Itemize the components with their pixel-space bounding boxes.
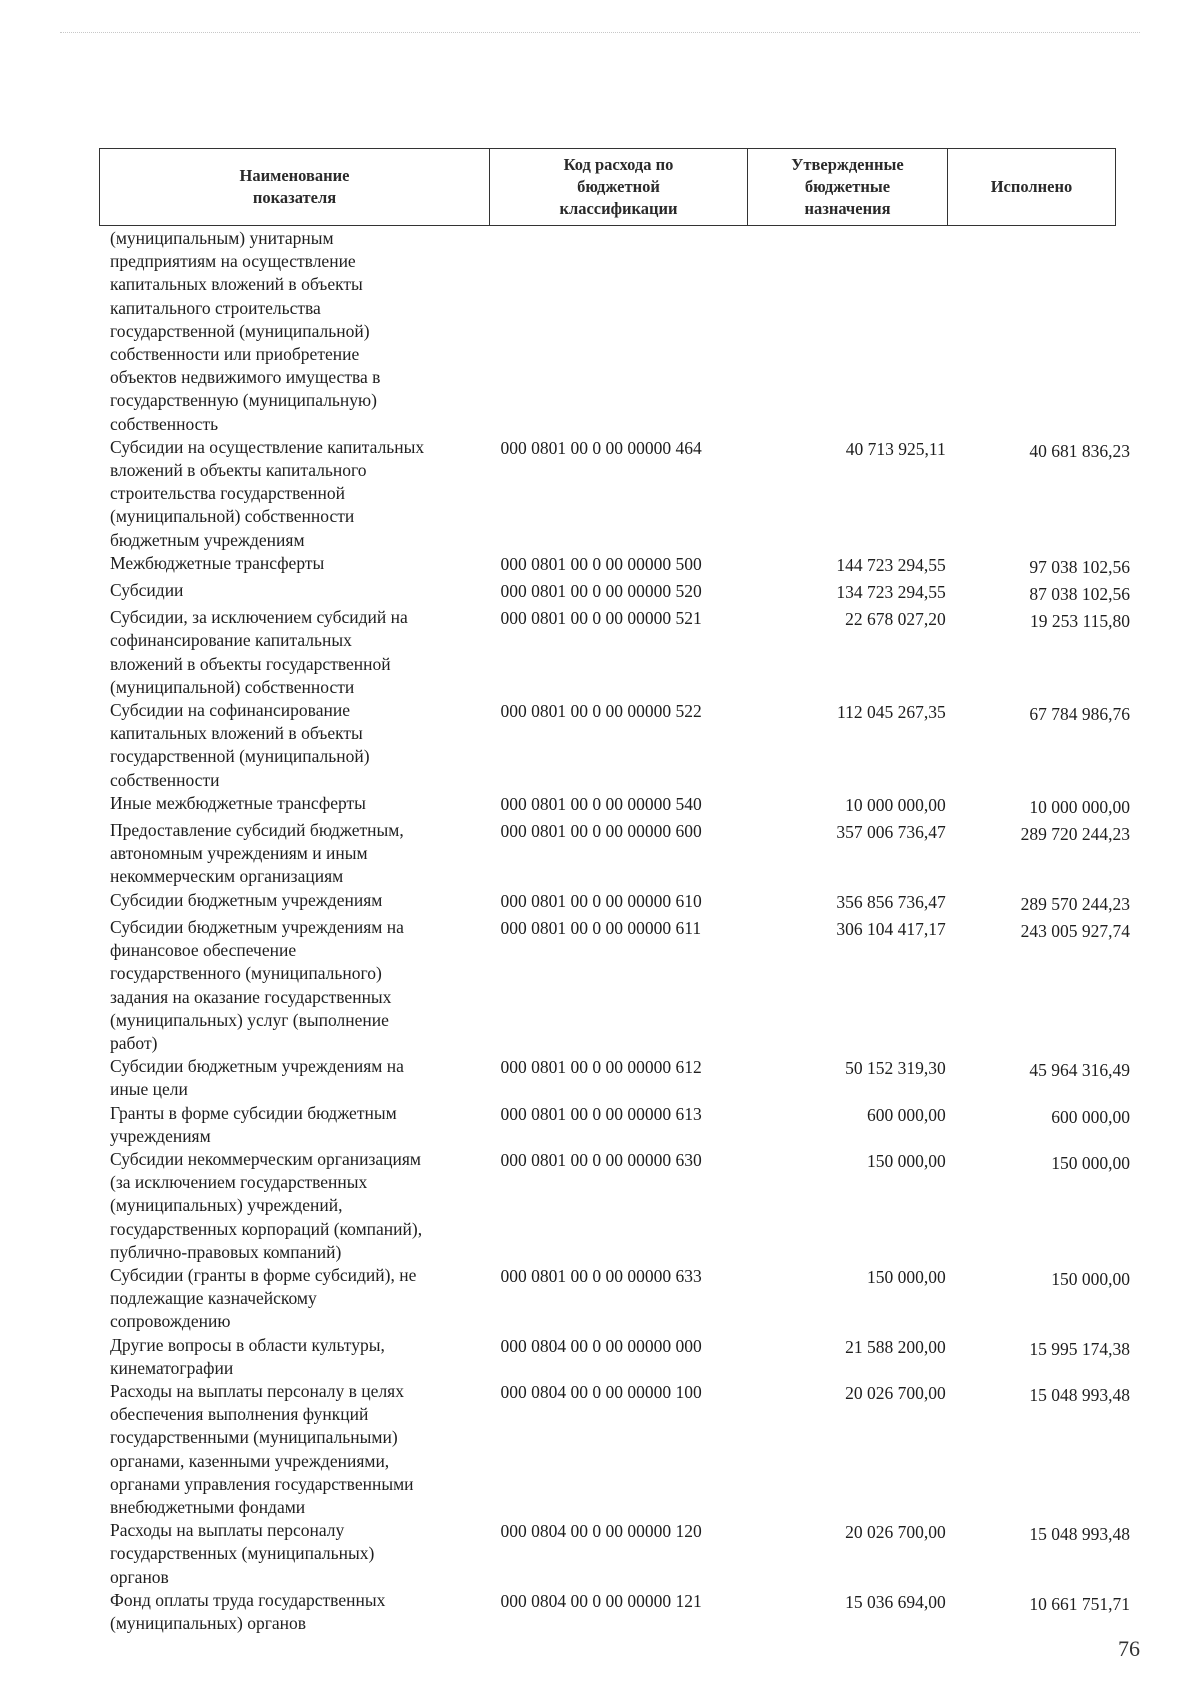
row-executed: 97 038 102,56 — [1029, 556, 1130, 577]
row-name: Субсидии бюджетным учреждениям на иные цели — [110, 1056, 404, 1100]
row-approved: 20 026 700,00 — [845, 1382, 946, 1403]
row-code — [501, 227, 750, 228]
row-code: 000 0801 00 0 00 00000 522 — [500, 701, 702, 722]
row-executed: 87 038 102,56 — [1029, 584, 1130, 605]
row-approved: 150 000,00 — [866, 1266, 946, 1287]
row-executed: 600 000,00 — [1051, 1106, 1130, 1127]
row-name: Субсидии некоммерческим организациям (за исключением государственных (муниципальных) учреждений, государственных корпораций (компаний), публично-правовых компаний) — [110, 1148, 423, 1262]
table-row — [110, 819, 1130, 889]
row-code: 000 0801 00 0 00 00000 610 — [500, 890, 702, 911]
row-executed: 15 048 993,48 — [1029, 1384, 1130, 1405]
row-name: Субсидии на софинансирование капитальных вложений в объекты государственной (муниципальной) собственности — [110, 700, 370, 790]
header-name: Наименование показателя — [100, 149, 490, 225]
table-row — [110, 1102, 1130, 1148]
table-row — [110, 227, 1130, 436]
row-code: 000 0801 00 0 00 00000 521 — [500, 608, 702, 629]
row-executed: 67 784 986,76 — [1029, 704, 1130, 725]
row-approved: 20 026 700,00 — [845, 1522, 946, 1543]
row-name: Субсидии бюджетным учреждениям на финансовое обеспечение государственного (муниципального) задания на оказание государственных (муниципальных) услуг (выполнение работ) — [110, 916, 404, 1053]
row-name: Субсидии бюджетным учреждениям — [110, 889, 383, 910]
row-executed: 19 253 115,80 — [1030, 611, 1130, 632]
row-approved: 21 588 200,00 — [845, 1336, 946, 1357]
row-name: Расходы на выплаты персоналу в целях обеспечения выполнения функций государственными (муниципальными) органами, казенными учреждениями, органами управления государственными внебюджетными фондами — [110, 1380, 414, 1517]
table-row — [110, 579, 1130, 606]
row-code: 000 0804 00 0 00 00000 120 — [500, 1521, 702, 1542]
row-executed: 289 720 244,23 — [1020, 824, 1130, 845]
row-executed: 40 681 836,23 — [1029, 440, 1130, 461]
table-row — [110, 1380, 1130, 1519]
row-name: Фонд оплаты труда государственных (муниципальных) органов — [110, 1589, 386, 1633]
page-number: 76 — [1118, 1636, 1140, 1661]
row-executed: 150 000,00 — [1051, 1152, 1130, 1173]
header-executed: Исполнено — [990, 177, 1073, 196]
table-row — [110, 1589, 1130, 1635]
row-executed — [946, 227, 1130, 231]
row-executed: 10 000 000,00 — [1029, 796, 1130, 817]
row-name: Субсидии (гранты в форме субсидий), не подлежащие казначейскому сопровождению — [110, 1264, 417, 1332]
row-name: Межбюджетные трансферты — [110, 552, 325, 573]
row-name: Гранты в форме субсидии бюджетным учреждениям — [110, 1102, 397, 1146]
table-row — [110, 1519, 1130, 1589]
row-approved: 306 104 417,17 — [836, 918, 946, 939]
row-approved: 112 045 267,35 — [837, 702, 946, 723]
table-row — [110, 1334, 1130, 1380]
row-code: 000 0804 00 0 00 00000 000 — [500, 1335, 702, 1356]
row-approved: 144 723 294,55 — [836, 554, 946, 575]
row-approved: 50 152 319,30 — [845, 1058, 946, 1079]
row-code: 000 0801 00 0 00 00000 520 — [500, 581, 702, 602]
row-code: 000 0801 00 0 00 00000 613 — [500, 1103, 702, 1124]
row-code: 000 0801 00 0 00 00000 630 — [500, 1149, 702, 1170]
table-row — [110, 552, 1130, 579]
table-row — [110, 916, 1130, 1055]
row-name: Другие вопросы в области культуры, кинематографии — [110, 1334, 385, 1378]
row-code: 000 0801 00 0 00 00000 611 — [500, 917, 702, 938]
row-name: Субсидии — [110, 580, 184, 601]
row-code: 000 0801 00 0 00 00000 464 — [500, 437, 702, 458]
row-code: 000 0801 00 0 00 00000 540 — [500, 793, 702, 814]
table-row — [110, 792, 1130, 819]
row-approved: 356 856 736,47 — [836, 891, 946, 912]
table-row — [110, 699, 1130, 792]
row-name: Иные межбюджетные трансферты — [110, 792, 366, 813]
row-approved: 15 036 694,00 — [845, 1591, 946, 1612]
row-name: Расходы на выплаты персоналу государственных (муниципальных) органов — [110, 1520, 375, 1587]
row-executed: 10 661 751,71 — [1029, 1593, 1130, 1614]
row-approved: 134 723 294,55 — [836, 582, 946, 603]
row-code: 000 0804 00 0 00 00000 121 — [500, 1590, 702, 1611]
row-executed: 15 995 174,38 — [1029, 1338, 1130, 1359]
row-name: (муниципальным) унитарным предприятиям на осуществление капитальных вложений в объекты капитального строительства государственной (муниципальной) собственности или приобретение объектов недвижимого имущества в государственную (муниципальную) собственность — [110, 228, 381, 434]
row-code: 000 0801 00 0 00 00000 633 — [500, 1265, 702, 1286]
scan-artifact-line — [60, 32, 1140, 33]
row-approved: 357 006 736,47 — [836, 822, 946, 843]
row-name: Предоставление субсидий бюджетным, автономным учреждениям и иным некоммерческим организациям — [110, 820, 404, 887]
header-code: Код расхода по бюджетной классификации — [490, 149, 748, 225]
row-approved: 22 678 027,20 — [845, 609, 946, 630]
table-row — [110, 1264, 1130, 1334]
row-executed: 45 964 316,49 — [1029, 1060, 1130, 1081]
row-approved — [750, 227, 946, 229]
row-name: Субсидии на осуществление капитальных вложений в объекты капитального строительства государственной (муниципальной) собственности бюджетным учреждениям — [110, 436, 425, 550]
header-approved: Утвержденные бюджетные назначения — [748, 149, 948, 225]
row-approved: 600 000,00 — [866, 1104, 946, 1125]
row-code: 000 0801 00 0 00 00000 600 — [500, 821, 702, 842]
row-executed: 289 570 244,23 — [1020, 893, 1130, 914]
row-approved: 10 000 000,00 — [845, 794, 946, 815]
table-row — [110, 436, 1130, 552]
row-approved: 40 713 925,11 — [845, 438, 946, 459]
table-body — [110, 227, 1130, 1635]
table-header — [99, 148, 1116, 226]
row-code: 000 0804 00 0 00 00000 100 — [500, 1381, 702, 1402]
row-executed: 243 005 927,74 — [1020, 920, 1130, 941]
row-executed: 150 000,00 — [1051, 1268, 1130, 1289]
row-code: 000 0801 00 0 00 00000 500 — [500, 553, 702, 574]
row-name: Субсидии, за исключением субсидий на софинансирование капитальных вложений в объекты государственной (муниципальной) собственности — [110, 607, 408, 697]
table-row — [110, 606, 1130, 699]
row-code: 000 0801 00 0 00 00000 612 — [500, 1057, 702, 1078]
table-row — [110, 1055, 1130, 1101]
row-executed: 15 048 993,48 — [1029, 1524, 1130, 1545]
table-row — [110, 1148, 1130, 1264]
table-row — [110, 889, 1130, 916]
row-approved: 150 000,00 — [866, 1150, 946, 1171]
